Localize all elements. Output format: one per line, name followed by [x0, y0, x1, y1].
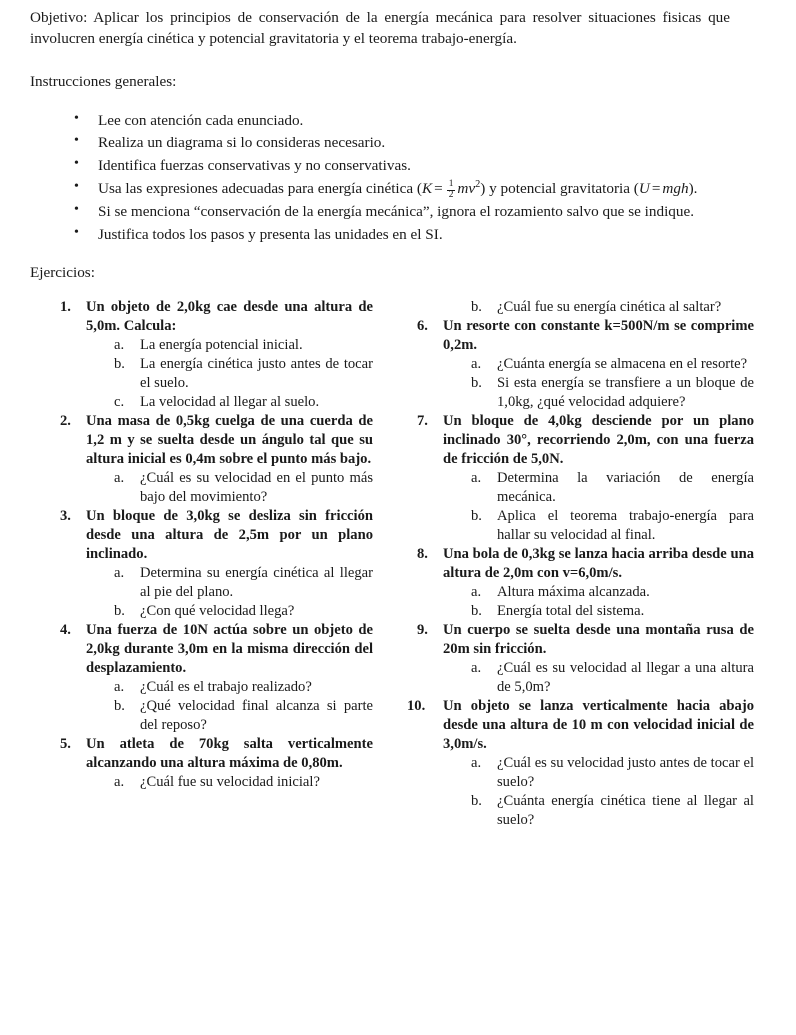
instruction-text-before: Usa las expresiones adecuadas para energía cinética ( — [98, 179, 422, 197]
subitem-letter: b. — [471, 508, 482, 525]
exercise-number: 3. — [60, 508, 71, 525]
subitem-text: ¿Cuál es su velocidad al llegar a una altura de 5,0m? — [497, 659, 754, 695]
exercise-subitems — [443, 355, 754, 412]
subitem-letter: b. — [114, 697, 125, 714]
subitem-letter: b. — [114, 602, 125, 619]
instructions-list — [30, 110, 760, 246]
exercise-subitem — [114, 355, 373, 393]
exercise-subitems — [86, 678, 373, 735]
exercises-column-right — [395, 298, 760, 829]
exercise-subitem — [114, 336, 373, 355]
exercise-number: 9. — [417, 621, 428, 638]
exercise-item — [407, 697, 754, 830]
objective-paragraph: Objetivo: Aplicar los principios de conservación de la energía mecánica para resolver situaciones fisicas que involucren energía cinética y potencial gravitatoria y el teorema trabajo-energía. — [30, 9, 730, 47]
exercises-column-left — [30, 298, 395, 829]
exercise-subitem — [471, 602, 754, 621]
subitem-letter: b. — [471, 792, 482, 809]
subitem-letter: b. — [471, 602, 482, 619]
subitem-letter: a. — [471, 659, 482, 676]
subitem-text: ¿Cuál es su velocidad en el punto más bajo del movimiento? — [140, 470, 373, 506]
instruction-item: • Lee con atención cada enunciado. — [70, 110, 738, 132]
exercise-subitem — [471, 754, 754, 792]
formula-body-mv: mv — [457, 179, 476, 197]
exercise-item — [60, 298, 373, 412]
subitem-text: ¿Cuál es el trabajo realizado? — [140, 678, 312, 695]
subitem-text: Energía total del sistema. — [497, 602, 645, 619]
exercise-statement: Una masa de 0,5kg cuelga de una cuerda de 1,2 m y se suelta desde un ángulo tal que su altura inicial es 0,4m sobre el punto más bajo. — [86, 413, 373, 468]
instruction-text-after: ). — [688, 179, 698, 197]
subitem-letter: a. — [471, 583, 482, 600]
subitem-letter: a. — [114, 337, 125, 354]
exercise-subitem — [114, 697, 373, 735]
exercise-subitems — [86, 564, 373, 621]
potential-energy-formula — [639, 180, 689, 197]
subitem-letter: c. — [114, 394, 125, 411]
exercises-columns — [30, 298, 760, 829]
kinetic-energy-formula — [421, 178, 481, 200]
exercise-statement: Un objeto se lanza verticalmente hacia abajo desde una altura de 10 m con velocidad inicial de 3,0m/s. — [443, 697, 754, 752]
exercise-subitem — [471, 298, 754, 317]
exercise-subitem — [471, 374, 754, 412]
subitem-text: La energía potencial inicial. — [140, 337, 303, 354]
exercise-statement: Un bloque de 3,0kg se desliza sin fricción desde una altura de 2,5m por un plano inclinado. — [86, 508, 373, 562]
instruction-item: • Justifica todos los pasos y presenta las unidades en el SI. — [70, 224, 738, 246]
subitem-text: Si esta energía se transfiere a un bloque de 1,0kg, ¿qué velocidad adquiere? — [497, 375, 754, 411]
exercise-item — [60, 735, 373, 792]
subitem-letter: a. — [114, 773, 125, 790]
exercise-subitems — [86, 469, 373, 507]
subitem-text: ¿Cuál es su velocidad justo antes de tocar el suelo? — [497, 754, 754, 790]
formula-variable-k: K — [421, 179, 433, 197]
instruction-item: • Realiza un diagrama si lo consideras necesario. — [70, 132, 738, 154]
instructions-heading: Instrucciones generales: — [30, 72, 177, 90]
subitem-letter: a. — [114, 564, 125, 581]
exercise-number: 5. — [60, 735, 71, 752]
one-half-fraction — [447, 180, 456, 200]
subitem-letter: b. — [471, 375, 482, 392]
exercise-subitems — [443, 583, 754, 621]
exercise-subitem — [471, 583, 754, 602]
exercise-number: 4. — [60, 621, 71, 638]
subitem-letter: b. — [114, 356, 125, 373]
subitem-text: Aplica el teorema trabajo-energía para hallar su velocidad al final. — [497, 508, 754, 544]
exercise-subitems — [86, 336, 373, 412]
subitem-letter: a. — [114, 470, 125, 487]
exercise-item — [60, 507, 373, 621]
exercise-subitem — [114, 773, 373, 792]
subitem-letter: a. — [471, 470, 482, 487]
exercise-item-carryover — [417, 298, 754, 317]
exercise-subitem — [114, 393, 373, 412]
exercise-subitems — [86, 773, 373, 792]
instruction-item: • Identifica fuerzas conservativas y no conservativas. — [70, 155, 738, 177]
subitem-text: Determina la variación de energía mecánica. — [497, 470, 754, 506]
exercise-subitems — [443, 469, 754, 545]
subitem-letter: b. — [471, 299, 482, 316]
exercise-statement: Un cuerpo se suelta desde una montaña rusa de 20m sin fricción. — [443, 621, 754, 657]
subitem-text: ¿Cuánta energía cinética tiene al llegar al suelo? — [497, 792, 754, 828]
exercise-subitems — [443, 754, 754, 830]
exercise-statement: Una bola de 0,3kg se lanza hacia arriba desde una altura de 2,0m con v=6,0m/s. — [443, 545, 754, 581]
exercise-list-right — [407, 298, 754, 829]
exercise-subitem — [114, 469, 373, 507]
formula-body-mgh: mgh — [662, 179, 689, 197]
subitem-text: ¿Con qué velocidad llega? — [140, 602, 295, 619]
exercise-subitem — [114, 564, 373, 602]
exercise-subitems — [443, 298, 754, 317]
exercise-subitem — [471, 355, 754, 374]
exercise-number: 1. — [60, 299, 71, 316]
subitem-letter: a. — [114, 678, 125, 695]
subitem-text: ¿Qué velocidad final alcanza si parte del reposo? — [140, 697, 373, 733]
exercise-subitem — [471, 792, 754, 830]
subitem-letter: a. — [471, 356, 482, 373]
formula-equals: = — [651, 179, 661, 197]
exercise-subitems — [443, 659, 754, 697]
exercise-item — [417, 545, 754, 621]
exercise-item — [417, 412, 754, 545]
exercise-statement: Un resorte con constante k=500N/m se comprime 0,2m. — [443, 318, 754, 354]
exercise-item — [60, 621, 373, 735]
exercise-item — [417, 317, 754, 412]
exercise-number: 10. — [407, 697, 426, 714]
subitem-text: La energía cinética justo antes de tocar el suelo. — [140, 356, 373, 392]
subitem-text: La velocidad al llegar al suelo. — [140, 394, 320, 411]
exercise-item — [417, 621, 754, 697]
exercise-subitem — [471, 659, 754, 697]
formula-equals: = — [434, 179, 443, 197]
subitem-text: ¿Cuál fue su velocidad inicial? — [140, 773, 320, 790]
formula-exponent: 2 — [475, 178, 481, 190]
subitem-letter: a. — [471, 754, 482, 771]
instruction-item-with-formula — [70, 178, 738, 201]
exercise-subitem — [114, 602, 373, 621]
exercise-subitem — [471, 469, 754, 507]
subitem-text: ¿Cuál fue su energía cinética al saltar? — [497, 299, 722, 316]
subitem-text: Altura máxima alcanzada. — [497, 583, 650, 600]
subitem-text: Determina su energía cinética al llegar al pie del plano. — [140, 564, 373, 600]
fraction-numerator: 1 — [448, 179, 454, 190]
exercise-item — [60, 412, 373, 507]
exercise-list-left — [60, 298, 373, 791]
exercise-statement: Un atleta de 70kg salta verticalmente alcanzando una altura máxima de 0,80m. — [86, 735, 373, 771]
exercises-heading: Ejercicios: — [30, 264, 95, 282]
instruction-text-middle: ) y potencial gravitatoria ( — [480, 179, 639, 197]
exercise-number: 2. — [60, 413, 71, 430]
exercise-number: 7. — [417, 413, 428, 430]
fraction-denominator: 2 — [448, 189, 454, 200]
exercise-statement: Un bloque de 4,0kg desciende por un plano inclinado 30°, recorriendo 2,0m, con una fuerza de fricción de 5,0N. — [443, 413, 754, 468]
exercise-statement: Un objeto de 2,0kg cae desde una altura de 5,0m. Calcula: — [86, 299, 373, 335]
formula-variable-u: U — [638, 179, 650, 197]
exercise-subitem — [471, 507, 754, 545]
exercise-statement: Una fuerza de 10N actúa sobre un objeto de 2,0kg durante 3,0m en la misma dirección del desplazamiento. — [86, 621, 373, 676]
exercise-subitem — [114, 678, 373, 697]
subitem-text: ¿Cuánta energía se almacena en el resorte? — [497, 356, 748, 373]
exercise-number: 6. — [417, 318, 428, 335]
instruction-item: • Si se menciona “conservación de la energía mecánica”, ignora el rozamiento salvo que se indique. — [70, 201, 738, 223]
exercise-number: 8. — [417, 545, 428, 562]
